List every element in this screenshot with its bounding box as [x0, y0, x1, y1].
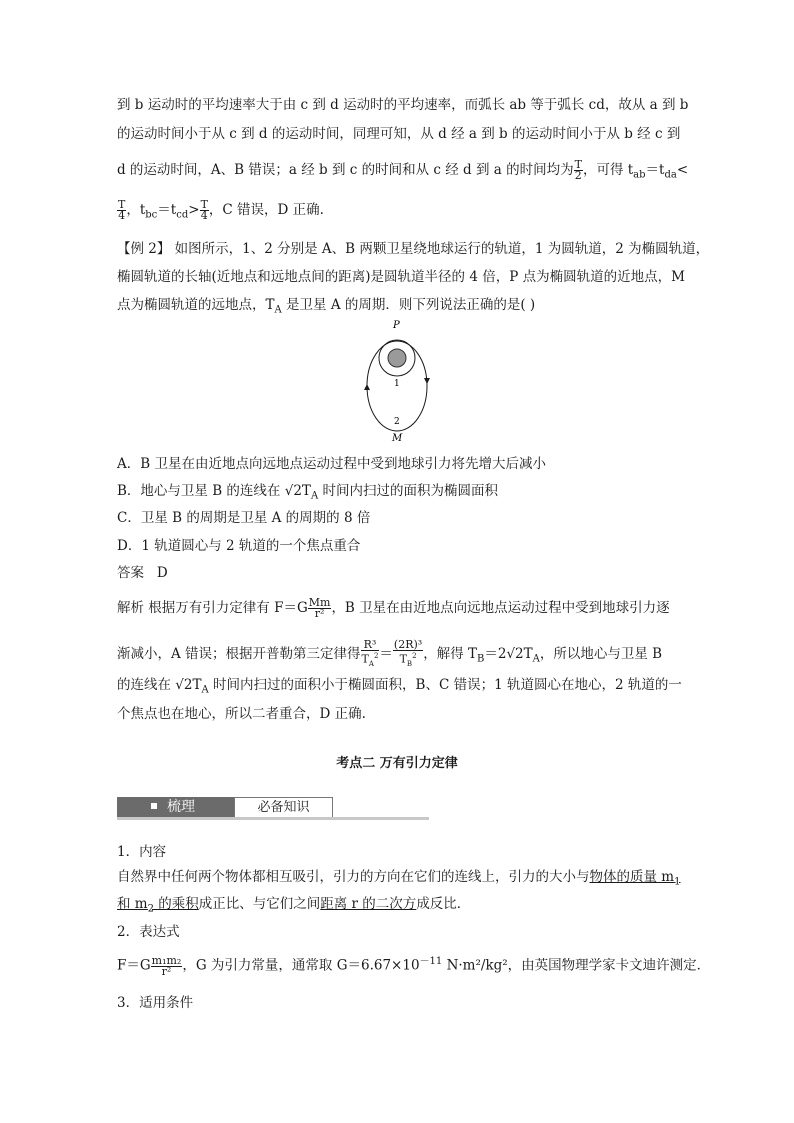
orbit-diagram: [350, 318, 445, 446]
superscript: －11: [419, 956, 443, 967]
analysis-line: 个焦点也在地心，所以二者重合，D 正确.: [117, 706, 366, 722]
underlined-text: 距离 r 的二次方: [320, 896, 417, 912]
fraction-denominator: r²: [314, 607, 325, 620]
analysis-line: [117, 676, 682, 700]
fraction: [151, 953, 183, 978]
fraction: [308, 598, 332, 619]
underlined-text: [117, 896, 199, 915]
text-fragment: 时间内扫过的面积为椭圆面积: [318, 483, 498, 499]
text-line: 的运动时间小于从 c 到 d 的运动时间，同理可知，从 d 经 a 到 b 的运动时间小于从 b 经 c 到: [117, 126, 681, 142]
label-p: P: [393, 320, 400, 331]
text-line: 到 b 运动时的平均速率大于由 c 到 d 运动时的平均速率，而弧长 ab 等于弧长 cd，故从 a 到 b: [117, 97, 689, 113]
text-fragment: ，G 为引力常量，通常取 G＝6.67×10: [182, 957, 420, 974]
text-fragment: T: [361, 652, 369, 666]
sqrt-symbol: √2: [284, 483, 302, 499]
fraction-numerator: Mm: [308, 596, 331, 609]
text-line: [117, 296, 535, 320]
option-b: [117, 482, 498, 506]
fraction-numerator: T: [200, 198, 208, 211]
text-fragment: 是卫星 A 的周期．则下列说法正确的是( ): [281, 297, 536, 313]
banner-light-tab: 必备知识: [234, 797, 333, 818]
subscript: A: [368, 659, 374, 668]
content-paragraph: [117, 895, 470, 919]
answer-value: D: [156, 565, 168, 581]
subscript: 1: [674, 876, 681, 888]
answer-label: 答案: [117, 565, 144, 581]
text-fragment: B．地心与卫星 B 的连线在: [117, 483, 285, 499]
subscript: bc: [145, 209, 158, 221]
option-c: C．卫星 B 的周期是卫星 A 的周期的 8 倍: [117, 510, 371, 526]
text-fragment: <: [676, 162, 689, 178]
banner-dark-label: 梳理: [167, 799, 195, 815]
fraction: [117, 200, 126, 221]
subscript: A: [274, 304, 282, 316]
text-fragment: ，C 错误，D 正确.: [208, 202, 324, 218]
subscript: cd: [176, 209, 189, 221]
option-a: A．B 卫星在由近地点向远地点运动过程中受到地球引力将先增大后减小: [117, 456, 546, 472]
analysis-line: [117, 640, 662, 669]
content-heading-3: 3．适用条件: [117, 995, 194, 1011]
fraction-denominator: r²: [161, 964, 172, 978]
text-line: 椭圆轨道的长轴(近地点和远地点间的距离)是圆轨道半径的 4 倍，P 点为椭圆轨道的近地点，M: [117, 269, 685, 285]
text-fragment: 渐减小，A 错误；根据开普勒第三定律得: [117, 645, 361, 662]
subscript: 2: [147, 903, 154, 915]
label-1: 1: [394, 379, 400, 389]
text-line: [117, 160, 688, 185]
text-fragment: F＝G: [117, 957, 151, 974]
example-title-line: 【例 2】 如图所示，1、2 分别是 A、B 两颗卫星绕地球运行的轨道，1 为圆轨道，2 为椭圆轨道，: [117, 241, 710, 257]
text-fragment: T: [301, 483, 311, 499]
content-heading-1: 1．内容: [117, 844, 167, 860]
subscript: A: [201, 684, 209, 696]
underlined-text: [589, 869, 681, 888]
fraction-denominator: [393, 651, 423, 669]
text-fragment: ＝2√2T: [484, 645, 533, 662]
text-fragment: 和 m: [117, 896, 148, 912]
text-fragment: 解析 根据万有引力定律有 F＝G: [117, 600, 308, 616]
fraction: [200, 200, 209, 221]
fraction-numerator: T: [118, 198, 126, 211]
text-fragment: 自然界中任何两个物体都相互吸引，引力的方向在它们的连线上，引力的大小与: [117, 869, 590, 885]
text-fragment: ，所以地心与卫星 B: [539, 645, 663, 662]
answer-line: [117, 564, 168, 582]
arrow-icon: [424, 378, 430, 384]
fraction-numerator: (2R)³: [393, 638, 423, 651]
banner-rule: [117, 817, 429, 820]
fraction-denominator: 4: [118, 209, 126, 222]
content-heading-2: 2．表达式: [117, 924, 180, 940]
square-bullet-icon: [151, 803, 157, 809]
label-2: 2: [394, 417, 400, 427]
analysis-line: [117, 598, 670, 619]
text-fragment: ，解得 T: [423, 645, 477, 662]
subscript: A: [532, 653, 540, 665]
text-fragment: 的连线在 √2T: [117, 677, 202, 693]
text-fragment: ，可得 t: [582, 162, 634, 178]
text-fragment: N·m²/kg²，由英国物理学家卡文迪许测定．: [442, 957, 711, 974]
subscript: ab: [633, 169, 646, 181]
text-fragment: >: [188, 202, 200, 218]
section-banner: [117, 796, 429, 820]
text-fragment: 的乘积: [153, 896, 199, 912]
text-fragment: ，t: [126, 202, 146, 218]
fraction: [574, 160, 583, 181]
banner-dark-tab: [117, 797, 234, 818]
text-fragment: ＝t: [645, 162, 665, 178]
subscript: da: [664, 169, 677, 181]
fraction-numerator: m₁m₂: [151, 953, 182, 967]
fraction-numerator: T: [574, 158, 582, 171]
text-fragment: T: [399, 652, 407, 666]
formula-line: [117, 953, 710, 977]
option-d: D．1 轨道圆心与 2 轨道的一个焦点重合: [117, 538, 361, 554]
superscript: 2: [412, 652, 417, 660]
text-fragment: ＝: [379, 645, 393, 662]
text-fragment: ＝t: [157, 202, 177, 218]
fraction: [393, 640, 423, 669]
text-fragment: 成反比．: [416, 896, 471, 912]
fraction: [361, 640, 380, 669]
text-fragment: 成正比、与它们之间: [198, 896, 321, 912]
subscript: B: [477, 653, 485, 665]
section-heading: 考点二 万有引力定律: [336, 756, 458, 771]
fraction-denominator: 2: [574, 169, 582, 182]
label-m: M: [392, 433, 403, 444]
subscript: A: [310, 490, 319, 502]
fraction-denominator: [361, 651, 380, 669]
text-fragment: ，B 卫星在由近地点向远地点运动过程中受到地球引力逐: [331, 600, 670, 616]
subscript: B: [406, 659, 413, 668]
text-line: [117, 200, 324, 225]
text-fragment: 时间内扫过的面积小于椭圆面积，B、C 错误；1 轨道圆心在地心，2 轨道的一: [208, 677, 682, 693]
arrow-icon: [364, 384, 370, 390]
text-fragment: 点为椭圆轨道的远地点，T: [117, 297, 275, 313]
earth-icon: [388, 349, 406, 367]
fraction-denominator: 4: [200, 209, 208, 222]
text-fragment: 物体的质量 m: [589, 869, 675, 885]
content-paragraph: [117, 868, 680, 892]
text-fragment: d 的运动时间，A、B 错误；a 经 b 到 c 的时间和从 c 经 d 到 a 的时间均为: [117, 162, 574, 178]
fraction-numerator: R³: [361, 640, 380, 651]
superscript: 2: [373, 652, 379, 660]
